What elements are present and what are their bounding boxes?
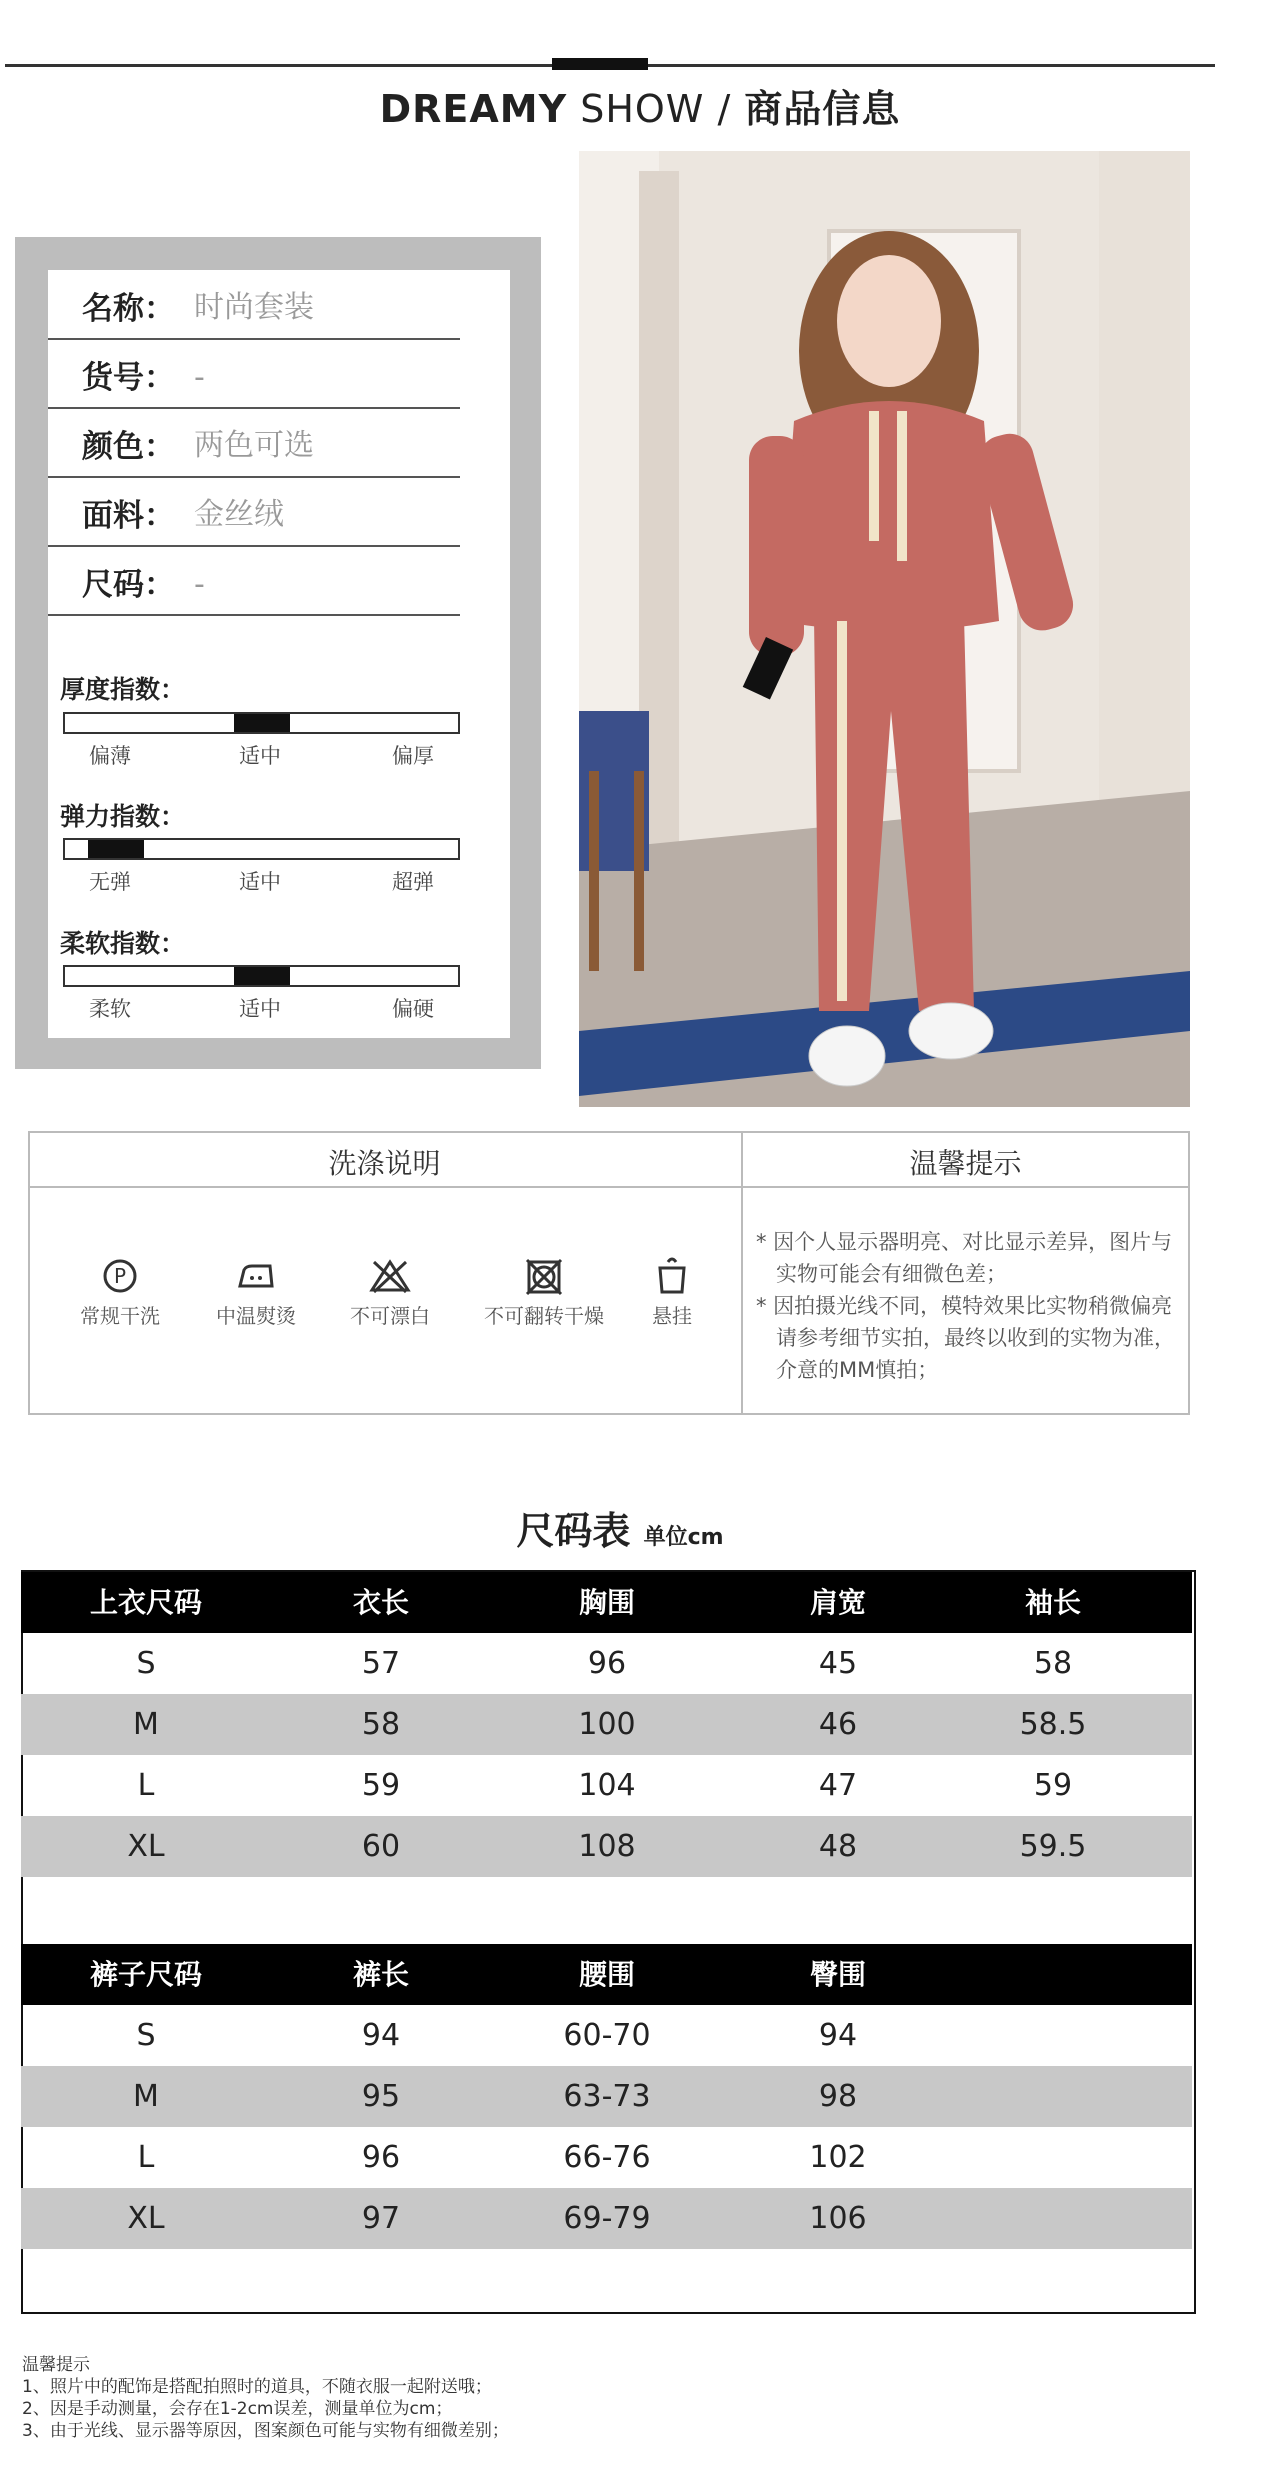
table-row xyxy=(21,1694,1192,1755)
table-cell: 57 xyxy=(361,1646,401,1681)
table-cell: 66-76 xyxy=(563,2140,651,2175)
hang-dry-icon xyxy=(644,1254,700,1298)
table-row xyxy=(21,2005,1192,2066)
no-tumble-dry-icon xyxy=(516,1256,572,1300)
table-cell: 96 xyxy=(587,1646,627,1681)
table-cell: XL xyxy=(127,2201,165,2236)
table-cell: 45 xyxy=(818,1646,858,1681)
table-cell: 60-70 xyxy=(563,2018,651,2053)
table-row xyxy=(21,1816,1192,1877)
table-cell: 97 xyxy=(361,2201,401,2236)
index-label: 无弹 xyxy=(89,870,131,894)
table-header: 衣长 xyxy=(352,1586,409,1619)
info-value: - xyxy=(194,360,205,395)
table-cell: 63-73 xyxy=(563,2079,651,2114)
info-value: 两色可选 xyxy=(194,428,314,463)
table-cell: 69-79 xyxy=(563,2201,651,2236)
top-size-header-row xyxy=(21,1572,1192,1633)
care-label: 常规干洗 xyxy=(80,1304,160,1328)
table-cell: 102 xyxy=(809,2140,867,2175)
index-label: 柔软 xyxy=(89,997,131,1021)
table-header: 上衣尺码 xyxy=(89,1586,202,1619)
info-value: 金丝绒 xyxy=(194,497,284,532)
page-title: 商品信息 xyxy=(744,87,901,131)
table-row xyxy=(21,2188,1192,2249)
table-cell: 58 xyxy=(1033,1646,1073,1681)
table-cell: M xyxy=(133,1707,159,1742)
info-key: 面料： xyxy=(82,498,175,534)
info-value: 时尚套装 xyxy=(194,290,314,325)
info-key: 货号： xyxy=(82,360,175,396)
index-label: 适中 xyxy=(239,997,281,1021)
thickness-index-bar xyxy=(63,712,460,734)
no-bleach-icon xyxy=(362,1256,418,1300)
tip-line: 请参考细节实拍，最终以收到的实物为准， xyxy=(776,1326,1175,1350)
footer-note: 1、照片中的配饰是搭配拍照时的道具，不随衣服一起附送哦； xyxy=(22,2377,492,2397)
dry-clean-p-icon xyxy=(92,1256,148,1300)
info-key: 颜色： xyxy=(82,429,175,465)
elasticity-index-bar xyxy=(63,838,460,860)
header-tab-mark xyxy=(552,58,648,70)
table-cell: 48 xyxy=(818,1829,858,1864)
pants-size-header-row xyxy=(21,1944,1192,2005)
info-row-fabric xyxy=(48,479,460,547)
table-row xyxy=(21,1633,1192,1694)
section-title xyxy=(0,78,1280,133)
size-chart-title xyxy=(0,1500,1240,1555)
care-label: 不可翻转干燥 xyxy=(484,1304,604,1328)
care-header-divider xyxy=(28,1186,1190,1188)
info-key: 名称： xyxy=(82,291,175,327)
product-photo xyxy=(579,151,1190,1107)
brand-separator: / xyxy=(717,87,732,131)
footer-title: 温馨提示 xyxy=(22,2355,90,2375)
tip-line: * 因个人显示器明亮、对比显示差异，图片与 xyxy=(756,1230,1173,1254)
size-chart-unit: 单位cm xyxy=(643,1525,724,1550)
index-label: 超弹 xyxy=(392,870,434,894)
table-cell: L xyxy=(137,1768,155,1803)
index-label: 适中 xyxy=(239,870,281,894)
wash-instructions-title: 洗涤说明 xyxy=(328,1147,441,1180)
brand-light: SHOW xyxy=(580,87,705,131)
table-cell: L xyxy=(137,2140,155,2175)
care-label: 中温熨烫 xyxy=(216,1304,296,1328)
tips-title: 温馨提示 xyxy=(909,1147,1022,1180)
table-cell: 94 xyxy=(361,2018,401,2053)
index-label: 适中 xyxy=(239,744,281,768)
table-cell: 95 xyxy=(361,2079,401,2114)
elasticity-index-title: 弹力指数： xyxy=(60,802,186,831)
table-cell: 98 xyxy=(818,2079,858,2114)
info-key: 尺码： xyxy=(82,567,175,603)
table-cell: 47 xyxy=(818,1768,858,1803)
size-chart-heading: 尺码表 xyxy=(516,1509,631,1553)
table-cell: 59 xyxy=(361,1768,401,1803)
table-cell: 46 xyxy=(818,1707,858,1742)
footer-note: 2、因是手动测量，会存在1-2cm误差，测量单位为cm； xyxy=(22,2399,453,2419)
table-cell: 58 xyxy=(361,1707,401,1742)
index-label: 偏硬 xyxy=(392,997,434,1021)
brand-bold: DREAMY xyxy=(379,87,568,131)
table-cell: 94 xyxy=(818,2018,858,2053)
tip-line: 介意的MM慎拍； xyxy=(776,1358,939,1382)
table-cell: XL xyxy=(127,1829,165,1864)
table-header: 臀围 xyxy=(809,1958,866,1991)
info-row-color xyxy=(48,410,460,478)
table-row xyxy=(21,1755,1192,1816)
table-header: 胸围 xyxy=(578,1586,635,1619)
softness-index-marker xyxy=(234,967,290,985)
table-header: 肩宽 xyxy=(809,1586,866,1619)
table-header: 袖长 xyxy=(1024,1586,1081,1619)
table-row xyxy=(21,2066,1192,2127)
table-row xyxy=(21,2127,1192,2188)
table-cell: 100 xyxy=(578,1707,636,1742)
table-cell: 106 xyxy=(809,2201,867,2236)
thickness-index-marker xyxy=(234,714,290,732)
care-label: 悬挂 xyxy=(652,1304,692,1328)
table-cell: 59.5 xyxy=(1019,1829,1087,1864)
svg-text:P: P xyxy=(113,1264,127,1288)
info-row-code xyxy=(48,341,460,409)
softness-index-title: 柔软指数： xyxy=(60,929,186,958)
table-cell: 60 xyxy=(361,1829,401,1864)
model-illustration xyxy=(579,151,1190,1107)
iron-medium-icon xyxy=(228,1256,284,1300)
table-cell: 59 xyxy=(1033,1768,1073,1803)
tip-line: * 因拍摄光线不同，模特效果比实物稍微偏亮 xyxy=(756,1294,1173,1318)
info-row-name xyxy=(48,272,460,340)
table-cell: S xyxy=(136,1646,156,1681)
tip-line: 实物可能会有细微色差； xyxy=(776,1262,1007,1286)
index-label: 偏薄 xyxy=(89,744,131,768)
table-cell: S xyxy=(136,2018,156,2053)
table-header: 裤长 xyxy=(352,1958,409,1991)
table-cell: 104 xyxy=(578,1768,636,1803)
footer-note: 3、由于光线、显示器等原因，图案颜色可能与实物有细微差别； xyxy=(22,2421,509,2441)
care-label: 不可漂白 xyxy=(350,1304,430,1328)
softness-index-bar xyxy=(63,965,460,987)
index-label: 偏厚 xyxy=(392,744,434,768)
table-cell: 96 xyxy=(361,2140,401,2175)
elasticity-index-marker xyxy=(88,840,144,858)
thickness-index-title: 厚度指数： xyxy=(60,675,186,704)
info-value: - xyxy=(194,567,205,602)
table-cell: 58.5 xyxy=(1019,1707,1087,1742)
info-row-size xyxy=(48,548,460,616)
table-header: 裤子尺码 xyxy=(89,1958,202,1991)
table-header: 腰围 xyxy=(578,1958,635,1991)
table-cell: M xyxy=(133,2079,159,2114)
table-cell: 108 xyxy=(578,1829,636,1864)
